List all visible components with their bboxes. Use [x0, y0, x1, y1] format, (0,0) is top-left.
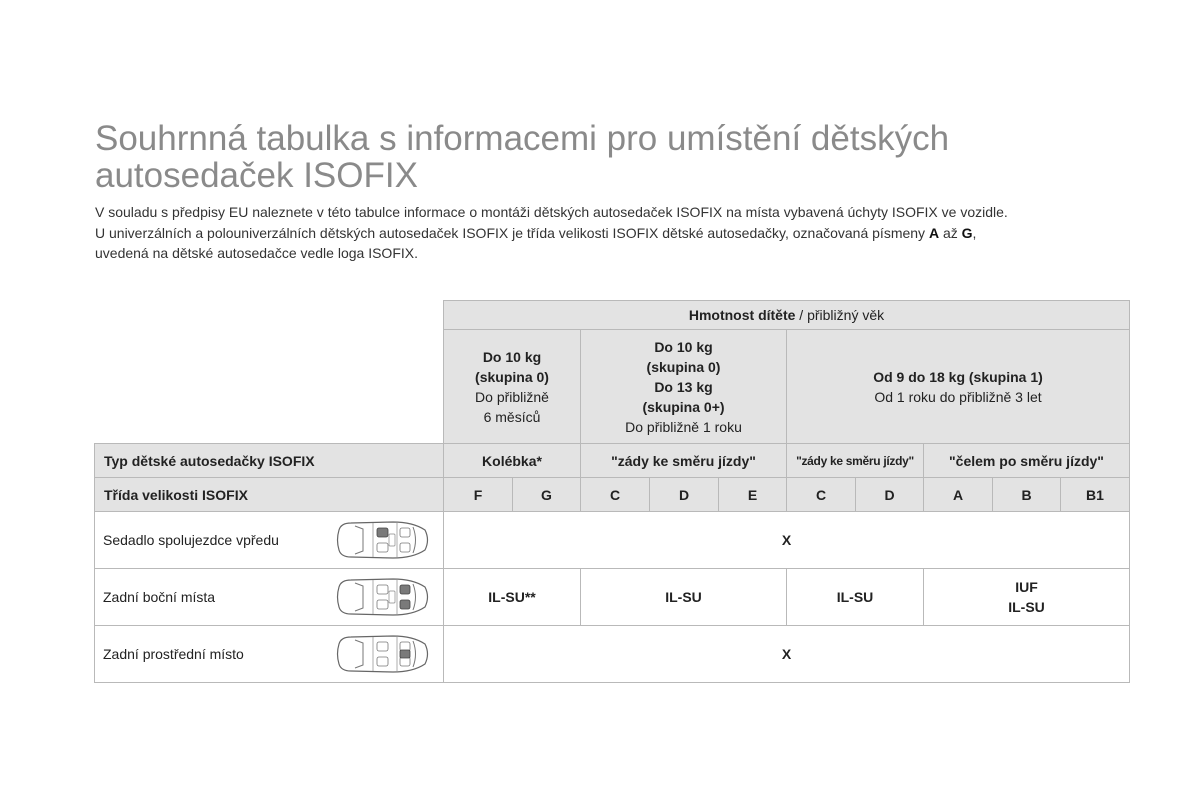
type-rear-facing: "zády ke směru jízdy"	[581, 444, 787, 478]
position-front-passenger	[95, 512, 444, 569]
page-title: Souhrnná tabulka s informacemi pro umístění dětských autosedaček ISOFIX	[95, 119, 950, 195]
weight-header: Hmotnost dítěte / přibližný věk	[444, 301, 1130, 330]
car-rear-outer-icon	[333, 575, 433, 619]
intro-line-1: V souladu s předpisy EU naleznete v této tabulce informace o montáži dětských autosedaček ISOFIX na místa vybavená úchyty ISOFIX ve vozidle.	[95, 204, 1008, 220]
isofix-table	[94, 300, 1130, 683]
position-rear-outer	[95, 569, 444, 626]
type-carrycot: Kolébka*	[444, 444, 581, 478]
front-passenger-value: X	[444, 512, 1130, 569]
group-1-header: Od 9 do 18 kg (skupina 1) Od 1 roku do přibližně 3 let	[787, 330, 1130, 444]
rear-outer-value: IL-SU**	[444, 569, 581, 626]
rear-outer-value: IUF IL-SU	[924, 569, 1130, 626]
class-cell: C	[787, 478, 856, 512]
class-cell: G	[513, 478, 581, 512]
empty-corner	[95, 301, 444, 330]
class-cell: F	[444, 478, 513, 512]
intro-line-2: U univerzálních a polouniverzálních dětských autosedaček ISOFIX je třída velikosti ISOFIX dětské autosedačky, označovaná písmeny A až G,	[95, 224, 977, 241]
position-label: Sedadlo spolujezdce vpředu	[103, 532, 279, 548]
position-label: Zadní prostřední místo	[103, 646, 244, 662]
class-cell: B	[993, 478, 1061, 512]
class-cell: E	[719, 478, 787, 512]
type-rear-facing-2: "zády ke směru jízdy"	[787, 444, 924, 478]
rear-middle-value: X	[444, 626, 1130, 683]
group-0plus-header: Do 10 kg (skupina 0) Do 13 kg (skupina 0+) Do přibližně 1 roku	[581, 330, 787, 444]
intro-text	[95, 202, 1135, 264]
car-rear-middle-icon	[333, 632, 433, 676]
type-forward-facing: "čelem po směru jízdy"	[924, 444, 1130, 478]
rear-outer-value: IL-SU	[581, 569, 787, 626]
car-front-passenger-icon	[333, 518, 433, 562]
class-cell: D	[856, 478, 924, 512]
intro-line-3: uvedená na dětské autosedačce vedle loga ISOFIX.	[95, 245, 418, 261]
position-label: Zadní boční místa	[103, 589, 216, 605]
size-class-label: Třída velikosti ISOFIX	[95, 478, 444, 512]
rear-outer-value: IL-SU	[787, 569, 924, 626]
group-0-header: Do 10 kg (skupina 0) Do přibližně 6 měsíců	[444, 330, 581, 444]
seat-type-label: Typ dětské autosedačky ISOFIX	[95, 444, 444, 478]
class-cell: C	[581, 478, 650, 512]
class-cell: B1	[1061, 478, 1130, 512]
position-rear-middle	[95, 626, 444, 683]
class-cell: D	[650, 478, 719, 512]
class-cell: A	[924, 478, 993, 512]
